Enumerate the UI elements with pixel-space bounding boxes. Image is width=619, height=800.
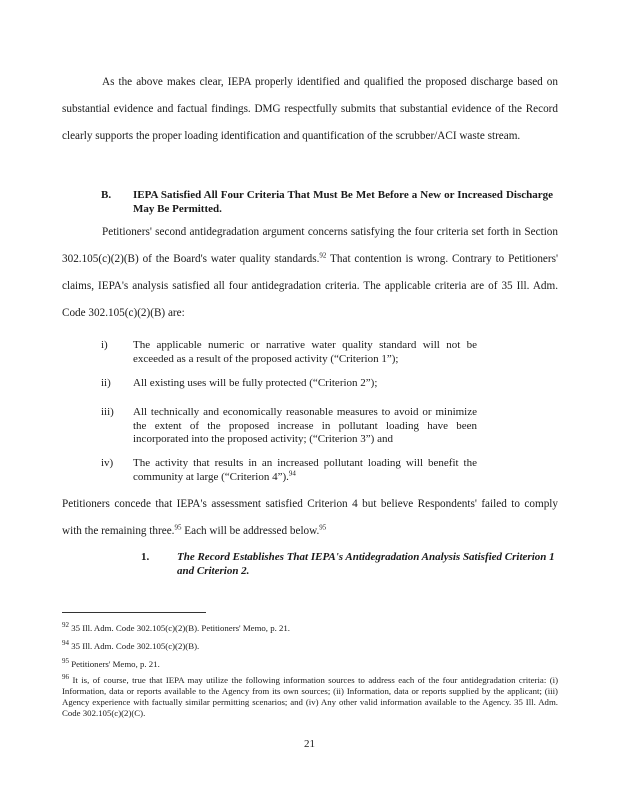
footnote-text: 35 Ill. Adm. Code 302.105(c)(2)(B). Petitioners' Memo, p. 21.	[71, 623, 290, 633]
heading-b-text: IEPA Satisfied All Four Criteria That Must Be Met Before a New or Increased Discharge May Be Permitted.	[133, 189, 553, 215]
body-paragraph-3	[62, 491, 558, 545]
footnote-number: 96	[62, 673, 69, 682]
footnote-text: Petitioners' Memo, p. 21.	[71, 659, 160, 669]
paragraph-2-text-a: Petitioners' second antidegradation argument concerns satisfying the four criteria set forth in Section 302.105(c)(2)(B) of the Board's water quality standards.	[62, 226, 558, 265]
criterion-number: iii)	[101, 406, 114, 418]
criterion-text	[133, 457, 477, 484]
footnote	[62, 641, 558, 652]
footnote-text: It is, of course, true that IEPA may utilize the following information sources to address each of the four antidegradation criteria: (i) Information, data or reports available to the Agency from its own sources; (ii) Information, data or reports supplied by the applicant; (iii) Agency experience with factually similar permitting scenarios; and (iv) Any other valid information available to the Agency. 35 Ill. Adm. Code 302.105(c)(2)(C).	[62, 675, 558, 718]
heading-b-label: B.	[101, 189, 112, 201]
footnote-ref-96[interactable]: 95	[319, 523, 327, 532]
paragraph-2-text-b: That contention is wrong. Contrary to Petitioners' claims, IEPA's analysis satisfied all four antidegradation criteria. The applicable criteria are of 35 Ill. Adm. Code 302.105(c)(2)(B) are:	[62, 253, 558, 319]
heading-1-label: 1.	[141, 551, 150, 563]
criterion-text: The applicable numeric or narrative water quality standard will not be exceeded as a result of the proposed activity (“Criterion 1”);	[133, 339, 477, 365]
criterion-number: i)	[101, 339, 108, 351]
footnote-ref-94[interactable]: 94	[288, 468, 296, 477]
criterion-text: All existing uses will be fully protected (“Criterion 2”);	[133, 377, 378, 389]
criterion-text: All technically and economically reasonable measures to avoid or minimize the extent of the proposed increase in pollutant loading have been incorporated into the proposed activity; (“Criterion 3”) and	[133, 406, 477, 445]
paragraph-1-text: As the above makes clear, IEPA properly identified and qualified the proposed discharge based on substantial evidence and factual findings. DMG respectfully submits that substantial evidence of the Record clearly supports the proper loading identification and quantification of the scrubber/ACI waste stream.	[62, 76, 558, 142]
criterion-number: iv)	[101, 457, 114, 469]
body-paragraph-1	[62, 69, 558, 150]
page-number: 21	[304, 738, 315, 750]
footnote-number: 92	[62, 621, 69, 630]
footnote	[62, 659, 558, 670]
heading-1-text: The Record Establishes That IEPA's Antidegradation Analysis Satisfied Criterion 1 and Criterion 2.	[177, 551, 555, 577]
footnote-number: 95	[62, 657, 69, 666]
criterion-4-text: The activity that results in an increased pollutant loading will benefit the community at large (“Criterion 4”).	[133, 457, 477, 483]
body-paragraph-2	[62, 219, 558, 327]
footnote	[62, 623, 558, 634]
footnote-ref-92[interactable]: 92	[319, 251, 327, 260]
paragraph-3-text-a: Petitioners concede that IEPA's assessment satisfied Criterion 4 but believe Respondents' failed to comply with the remaining three.	[62, 498, 558, 537]
paragraph-3-text-b: Each will be addressed below.	[181, 525, 320, 537]
footnote	[62, 675, 558, 719]
footnote-text: 35 Ill. Adm. Code 302.105(c)(2)(B).	[71, 641, 200, 651]
criterion-number: ii)	[101, 377, 111, 389]
footnote-number: 94	[62, 639, 69, 648]
footnote-ref-95[interactable]: 95	[174, 523, 182, 532]
footnote-separator	[62, 612, 206, 613]
